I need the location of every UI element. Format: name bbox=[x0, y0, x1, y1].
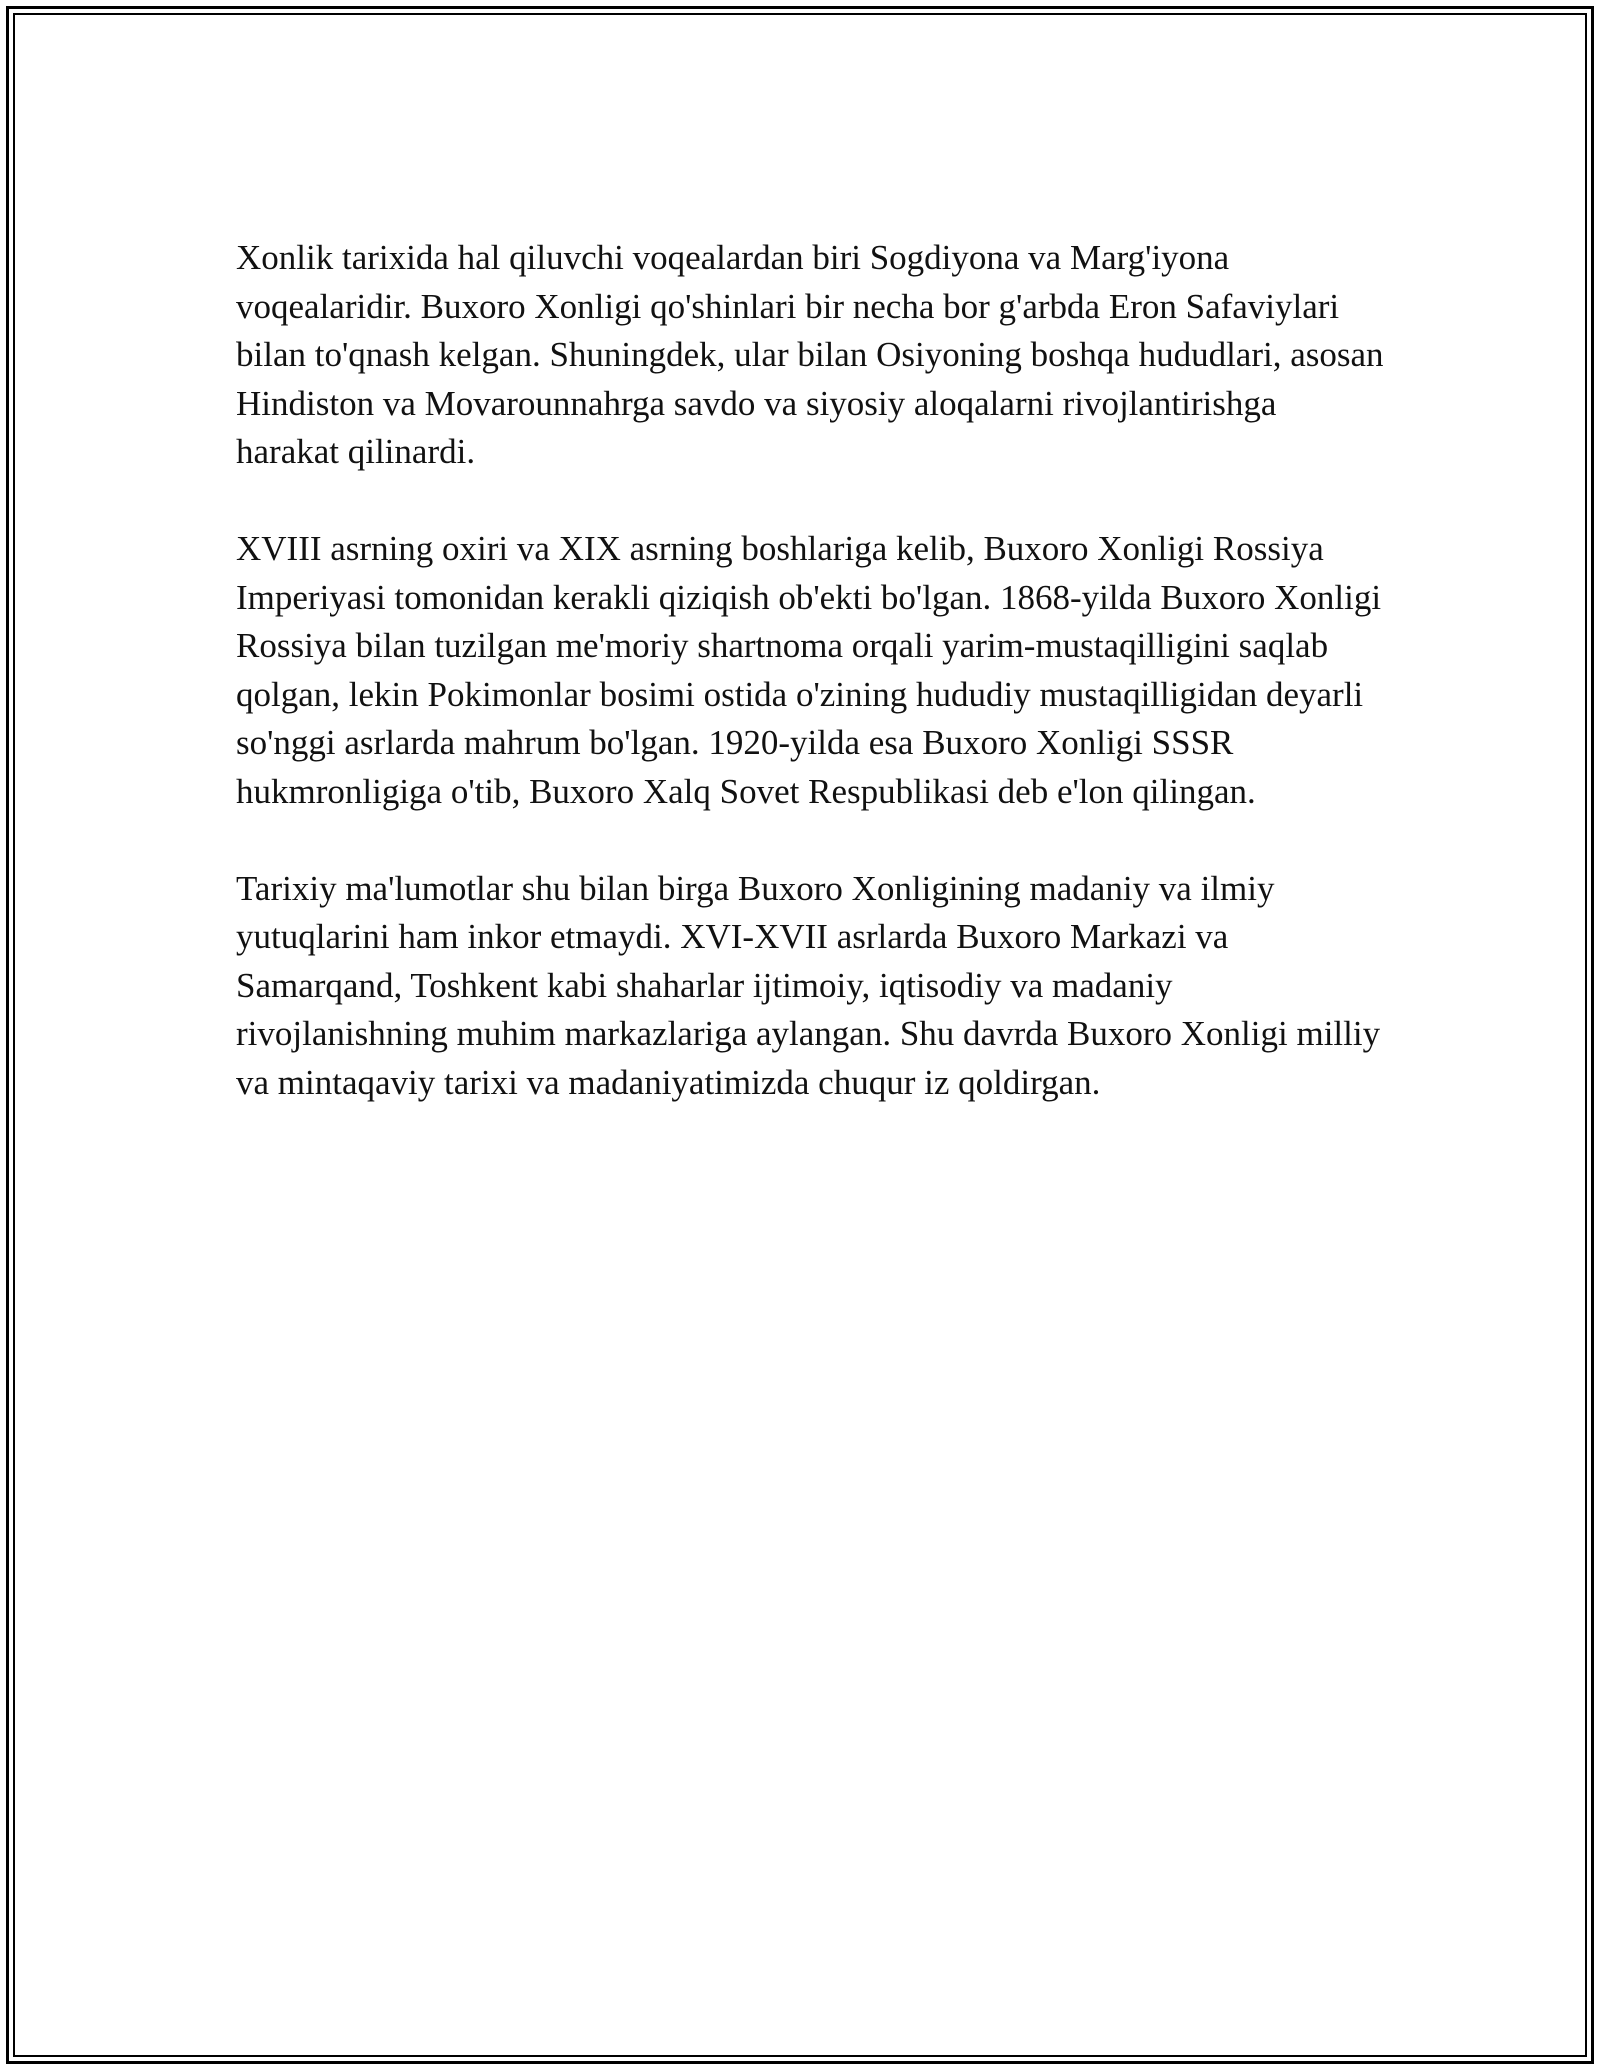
paragraph-2: XVIII asrning oxiri va XIX asrning boshlariga kelib, Buxoro Xonligi Rossiya Imperiyasi tomonidan kerakli qiziqish ob'ekti bo'lgan. 1868-yilda Buxoro Xonligi Rossiya bilan tuzilgan me'moriy shartnoma orqali yarim-mustaqilligini saqlab qolgan, lekin Pokimonlar bosimi ostida o'zining hududiy mustaqilligidan deyarli so'nggi asrlarda mahrum bo'lgan. 1920-yilda esa Buxoro Xonligi SSSR hukmronligiga o'tib, Buxoro Xalq Sovet Respublikasi deb e'lon qilingan. bbox=[236, 529, 1382, 811]
paragraph-3: Tarixiy ma'lumotlar shu bilan birga Buxoro Xonligining madaniy va ilmiy yutuqlarini ham inkor etmaydi. XVI-XVII asrlarda Buxoro Markazi va Samarqand, Toshkent kabi shaharlar ijtimoiy, iqtisodiy va madaniy rivojlanishning muhim markazlariga aylangan. Shu davrda Buxoro Xonligi milliy va mintaqaviy tarixi va madaniyatimizda chuqur iz qoldirgan. bbox=[236, 868, 1381, 1102]
document-body bbox=[236, 234, 1386, 1156]
paragraph-1: Xonlik tarixida hal qiluvchi voqealardan biri Sogdiyona va Marg'iyona voqealaridir. Buxoro Xonligi qo'shinlari bir necha bor g'arbda Eron Safaviylari bilan to'qnash kelgan. Shuningdek, ular bilan Osiyoning boshqa hududlari, asosan Hindiston va Movarounnahrga savdo va siyosiy aloqalarni rivojlantirishga harakat qilinardi. bbox=[236, 238, 1384, 471]
